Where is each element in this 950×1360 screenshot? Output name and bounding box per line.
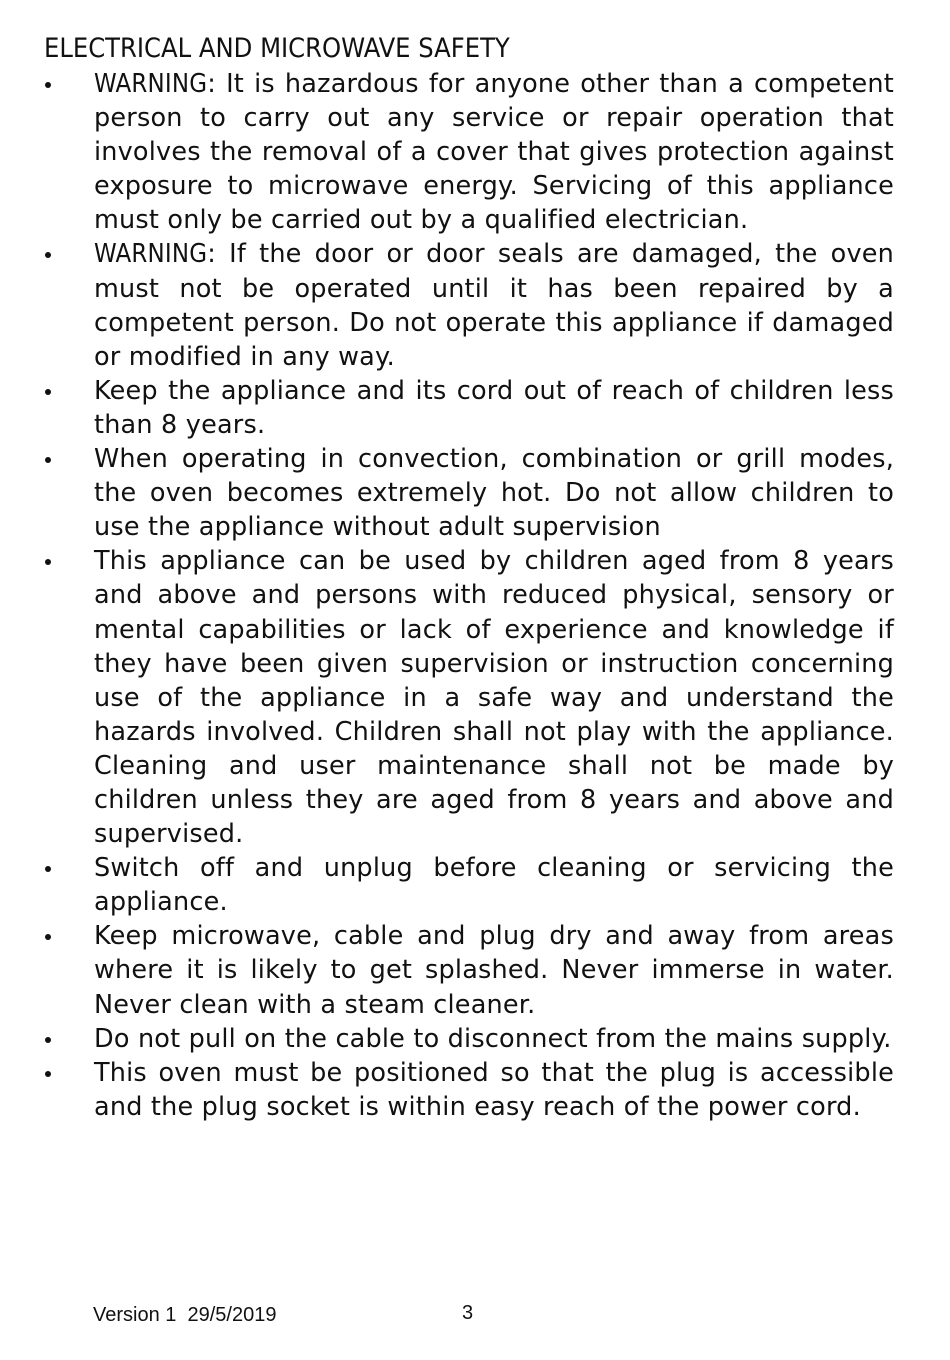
safety-item-7 [44, 919, 894, 1021]
safety-item-text: : If the door or door seals are damaged, the oven must not be operated until it has been repaired by a competent person. Do not operate this appliance if damaged or modified in any way. [94, 239, 894, 372]
bullet-icon [44, 67, 54, 101]
footer-version: Version 1 29/5/2019 [93, 1304, 277, 1326]
page-number: 3 [462, 1302, 474, 1324]
bullet-icon [44, 237, 54, 271]
bullet-icon [44, 544, 54, 578]
bullet-icon [44, 374, 54, 408]
bullet-icon [44, 851, 54, 885]
safety-item-9 [44, 1056, 894, 1124]
safety-item-1 [44, 67, 894, 237]
bullet-icon [44, 919, 54, 953]
safety-item-4 [44, 442, 894, 544]
safety-item-text: Do not pull on the cable to disconnect from the mains supply. [94, 1023, 892, 1054]
bullet-icon [44, 1022, 54, 1056]
warning-label: WARNING [94, 69, 208, 99]
safety-item-6 [44, 851, 894, 919]
safety-item-text: Keep the appliance and its cord out of reach of children less than 8 years. [94, 375, 894, 440]
safety-item-text: When operating in convection, combination or grill modes, the oven becomes extremely hot. Do not allow children to use the appliance without adult supervision [94, 444, 894, 543]
safety-item-text: : It is hazardous for anyone other than a competent person to carry out any service or repair operation that involves the removal of a cover that gives protection against exposure to microwave energy. Servicing of this appliance must only be carried out by a qualified electrician. [94, 69, 894, 236]
section-title: ELECTRICAL AND MICROWAVE SAFETY [44, 33, 510, 64]
bullet-icon [44, 442, 54, 476]
safety-item-8 [44, 1022, 894, 1056]
safety-item-3 [44, 374, 894, 442]
safety-list [44, 67, 894, 1124]
safety-item-5 [44, 544, 894, 851]
warning-label: WARNING [94, 239, 208, 270]
safety-item-2 [44, 237, 894, 373]
safety-item-text: This oven must be positioned so that the plug is accessible and the plug socket is within easy reach of the power cord. [94, 1057, 894, 1122]
bullet-icon [44, 1056, 54, 1090]
safety-item-text: This appliance can be used by children aged from 8 years and above and persons with reduced physical, sensory or mental capabilities or lack of experience and knowledge if they have been given supervision or instruction concerning use of the appliance in a safe way and understand the hazards involved. Children shall not play with the appliance. Cleaning and user maintenance shall not be made by children unless they are aged from 8 years and above and supervised. [94, 546, 894, 850]
safety-item-text: Keep microwave, cable and plug dry and away from areas where it is likely to get splashed. Never immerse in water. Never clean with a steam cleaner. [94, 921, 894, 1020]
safety-item-text: Switch off and unplug before cleaning or servicing the appliance. [94, 853, 894, 918]
